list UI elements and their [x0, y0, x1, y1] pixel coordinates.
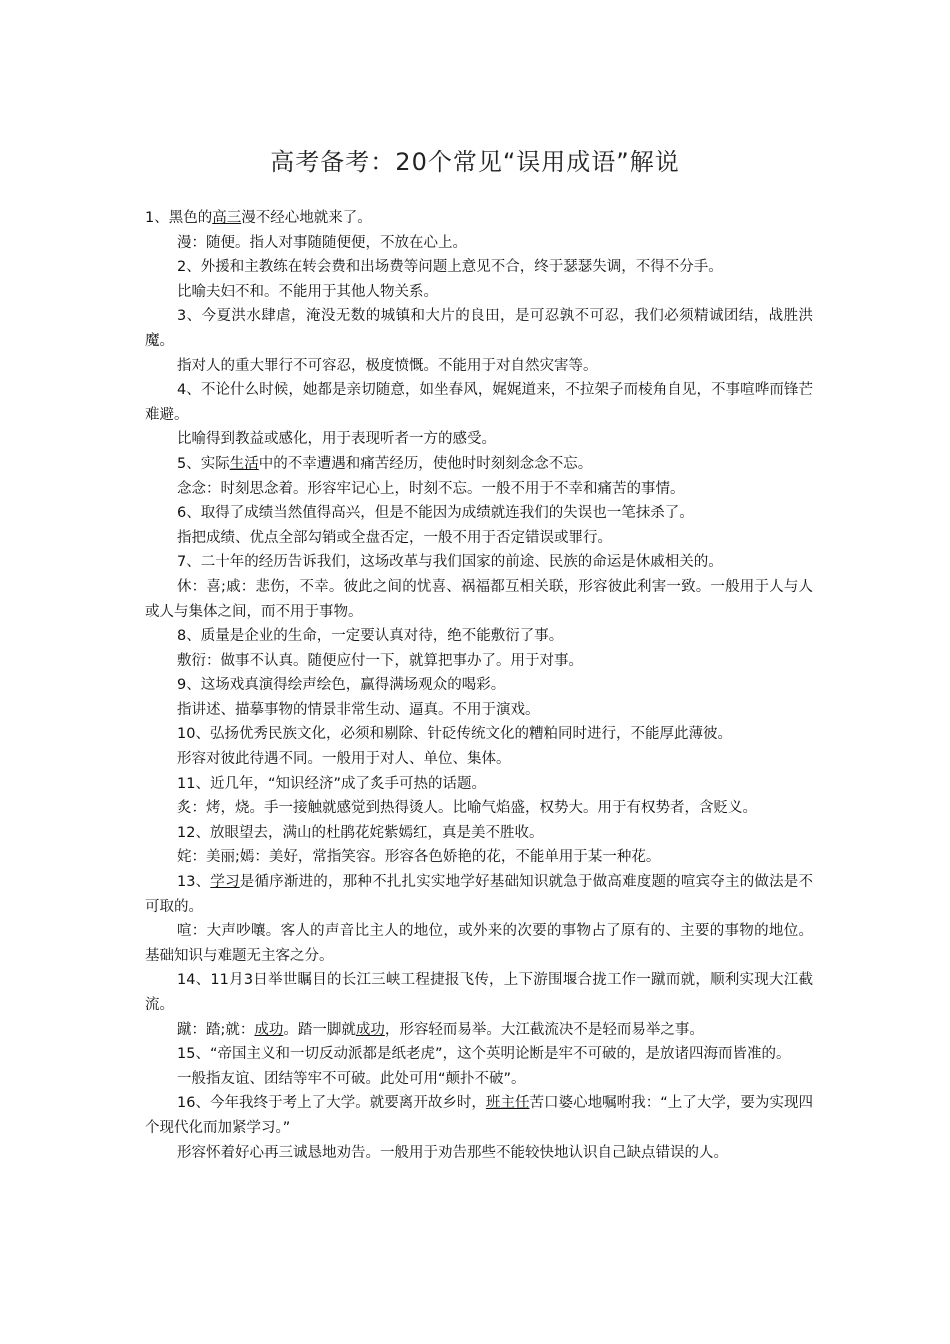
paragraph-explanation: 念念：时刻思念着。形容牢记心上，时刻不忘。一般不用于不幸和痛苦的事情。: [177, 480, 685, 497]
underlined-term: 高三: [212, 210, 242, 226]
paragraph-example: 4、不论什么时候，她都是亲切随意，如坐春风，娓娓道来，不拉架子而棱角自见，不事喧哗而锋芒难避。: [145, 382, 813, 423]
paragraph-explanation: 休：喜;戚：悲伤，不幸。彼此之间的忧喜、祸福都互相关联，形容彼此利害一致。一般用于人与人或人与集体之间，而不用于事物。: [145, 578, 813, 620]
paragraph-explanation: 比喻得到教益或感化，用于表现听者一方的感受。: [177, 431, 496, 448]
text-run: 中的不幸遭遇和痛苦经历，使他时时刻刻念念不忘。: [258, 455, 593, 472]
text-run: 1、黑色的: [145, 210, 213, 226]
text-run: ，形容轻而易举。大江截流决不是轻而易举之事。: [384, 1021, 704, 1038]
text-run: 是循序渐进的，那种不扎扎实实地学好基础知识就急于做高难度题的喧宾夺主的做法是不可取的。: [145, 874, 814, 915]
paragraph-explanation: 一般指友谊、团结等牢不可破。此处可用“颠扑不破”。: [177, 1070, 526, 1087]
underlined-term: 班主任: [485, 1095, 530, 1112]
paragraph-explanation: [145, 1018, 813, 1043]
paragraph-explanation: 指把成绩、优点全部勾销或全盘否定，一般不用于否定错误或罪行。: [177, 529, 612, 546]
paragraph-example: 8、质量是企业的生命，一定要认真对待，绝不能敷衍了事。: [177, 628, 564, 645]
paragraph-explanation: 喧：大声吵嚷。客人的声音比主人的地位，或外来的次要的事物占了原有的、主要的事物的地位。基础知识与难题无主客之分。: [145, 923, 813, 964]
document-body: [145, 206, 813, 1165]
paragraph-explanation: 姹：美丽;嫣：美好，常指笑容。形容各色娇艳的花，不能单用于某一种花。: [177, 849, 661, 866]
paragraph-explanation: 指对人的重大罪行不可容忍，极度愤慨。不能用于对自然灾害等。: [177, 357, 598, 374]
underlined-term: 学习: [210, 874, 240, 891]
paragraph-example: [145, 1091, 813, 1140]
paragraph-example: 14、11月3日举世瞩目的长江三峡工程捷报飞传，上下游围堰合拢工作一蹴而就，顺利实现大江截流。: [145, 972, 813, 1013]
paragraph-example: [145, 870, 813, 919]
paragraph-1: [145, 206, 813, 231]
paragraph-example: 12、放眼望去，满山的杜鹃花姹紫嫣红，真是美不胜收。: [177, 824, 544, 841]
paragraph-example: 9、这场戏真演得绘声绘色，赢得满场观众的喝彩。: [177, 677, 506, 694]
text-run: 苦口婆心地嘱咐我：“上了大学，要为实现四个现代化而加紧学习。”: [145, 1095, 813, 1136]
paragraph-example: 2、外援和主教练在转会费和出场费等问题上意见不合，终于瑟瑟失调，不得不分手。: [177, 259, 723, 276]
paragraph-explanation: 炙：烤，烧。手一接触就感觉到热得烫人。比喻气焰盛，权势大。用于有权势者，含贬义。: [177, 800, 757, 817]
paragraph-example: [145, 452, 813, 477]
paragraph-explanation: 指讲述、描摹事物的情景非常生动、逼真。不用于演戏。: [177, 701, 540, 718]
paragraph-example: 10、弘扬优秀民族文化，必须和剔除、针砭传统文化的糟粕同时进行，不能厚此薄彼。: [177, 726, 732, 743]
underlined-term: 成功: [355, 1021, 385, 1038]
paragraph-example: 15、“帝国主义和一切反动派都是纸老虎”，这个英明论断是牢不可破的，是放诸四海而皆准的。: [177, 1046, 791, 1063]
paragraph-example: 11、近几年，“知识经济”成了炙手可热的话题。: [177, 775, 486, 792]
text-run: 漫不经心地就来了。: [241, 210, 372, 226]
underlined-term: 成功: [254, 1021, 284, 1038]
text-run: 。踏一脚就: [283, 1021, 356, 1038]
text-run: 蹴：踏;就：: [177, 1021, 255, 1038]
text-run: 5、实际: [177, 455, 230, 472]
paragraph-example: 3、今夏洪水肆虐，淹没无数的城镇和大片的良田，是可忍孰不可忍，我们必须精诚团结，战胜洪魔。: [145, 308, 813, 349]
paragraph-explanation: 敷衍：做事不认真。随便应付一下，就算把事办了。用于对事。: [177, 652, 583, 669]
paragraph-explanation: 形容对彼此待遇不同。一般用于对人、单位、集体。: [177, 751, 511, 768]
underlined-term: 生活: [229, 455, 259, 472]
paragraph-example: 7、二十年的经历告诉我们，这场改革与我们国家的前途、民族的命运是休戚相关的。: [177, 554, 723, 571]
text-run: 13、: [177, 874, 211, 891]
paragraph-explanation: 比喻夫妇不和。不能用于其他人物关系。: [177, 283, 438, 300]
paragraph-explanation: 形容怀着好心再三诚恳地劝告。一般用于劝告那些不能较快地认识自己缺点错误的人。: [177, 1144, 728, 1161]
document-title: 高考备考：20个常见“误用成语”解说: [270, 148, 680, 176]
paragraph-explanation: 漫：随便。指人对事随随便便，不放在心上。: [177, 234, 467, 251]
paragraph-example: 6、取得了成绩当然值得高兴，但是不能因为成绩就连我们的失误也一笔抹杀了。: [177, 505, 694, 522]
text-run: 16、今年我终于考上了大学。就要离开故乡时，: [177, 1095, 486, 1112]
